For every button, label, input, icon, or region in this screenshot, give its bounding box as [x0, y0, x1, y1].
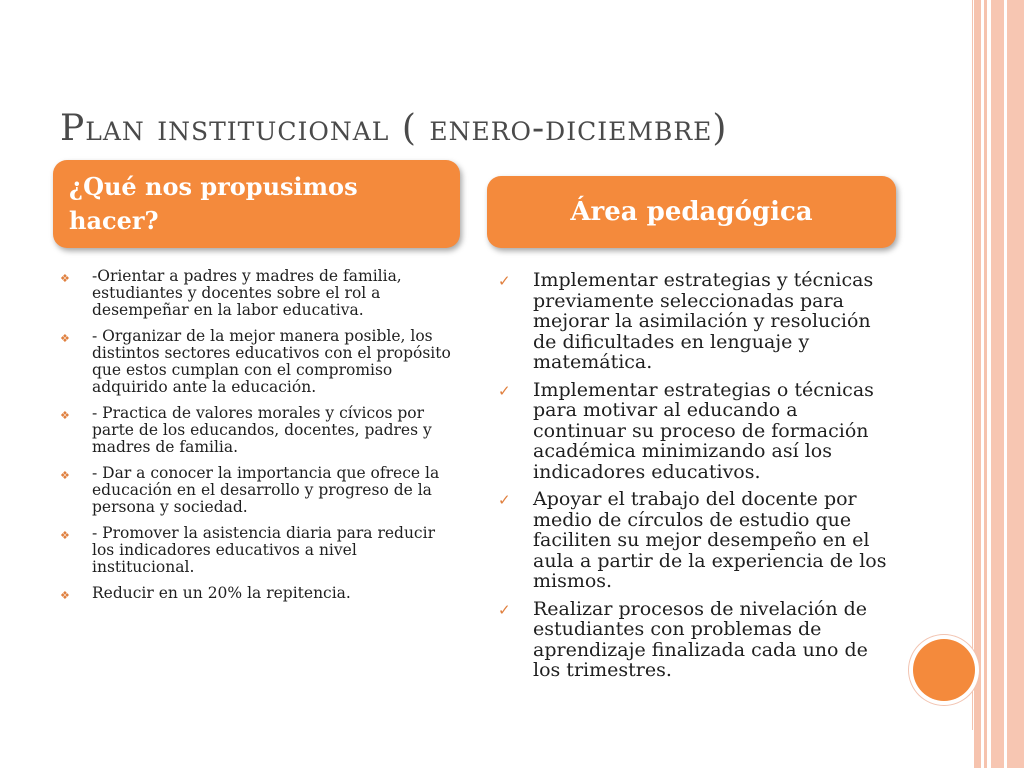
list-item-text: -Orientar a padres y madres de familia, estudiantes y docentes sobre el rol a desempeñar en la labor educativa. [92, 267, 402, 319]
left-header-box [53, 160, 460, 248]
right-header-label: Área pedagógica [570, 197, 813, 227]
decorative-circle [913, 639, 975, 701]
list-item [60, 328, 455, 396]
list-item [498, 270, 888, 373]
decorative-stripes [974, 0, 1024, 768]
list-item [498, 489, 888, 592]
list-item-text: Implementar estrategias y técnicas previamente seleccionadas para mejorar la asimilación y resolución de dificultades en lenguaje y matemática. [533, 269, 874, 373]
list-item [60, 268, 455, 319]
left-header-label: ¿Qué nos propusimos hacer? [69, 172, 358, 235]
checkmark-bullet-icon: ✓ [498, 272, 511, 290]
diamond-bullet-icon: ❖ [60, 589, 70, 602]
checkmark-bullet-icon: ✓ [498, 381, 511, 400]
list-item-text: - Practica de valores morales y cívicos por parte de los educandos, docentes, padres y madres de familia. [92, 404, 432, 456]
stripe [984, 0, 987, 768]
stripe [974, 0, 981, 768]
list-item [60, 465, 455, 516]
diamond-bullet-icon: ❖ [60, 272, 70, 285]
list-item-text: Realizar procesos de nivelación de estudiantes con problemas de aprendizaje finalizada cada uno de los trimestres. [533, 597, 868, 681]
stripe [991, 0, 1004, 768]
diamond-bullet-icon: ❖ [60, 529, 70, 542]
list-item-text: - Organizar de la mejor manera posible, los distintos sectores educativos con el propósito que estos cumplan con el compromiso adquirido ante la educación. [92, 327, 451, 396]
right-bullet-list [498, 270, 888, 688]
slide-title: Plan institucional ( enero-diciembre) [60, 108, 728, 149]
list-item [498, 599, 888, 681]
list-item [60, 405, 455, 456]
list-item [60, 585, 455, 602]
list-item [498, 380, 888, 483]
list-item-text: Reducir en un 20% la repitencia. [92, 584, 351, 602]
checkmark-bullet-icon: ✓ [498, 600, 511, 619]
list-item-text: - Dar a conocer la importancia que ofrece la educación en el desarrollo y progreso de la persona y sociedad. [92, 464, 440, 516]
right-header-box [487, 176, 896, 248]
diamond-bullet-icon: ❖ [60, 332, 70, 345]
list-item [60, 525, 455, 576]
left-bullet-list [60, 268, 455, 611]
diamond-bullet-icon: ❖ [60, 469, 70, 482]
checkmark-bullet-icon: ✓ [498, 491, 511, 509]
list-item-text: - Promover la asistencia diaria para reducir los indicadores educativos a nivel institucional. [92, 524, 435, 576]
list-item-text: Implementar estrategias o técnicas para motivar al educando a continuar su proceso de formación académica minimizando así los indicadores educativos. [533, 378, 874, 483]
stripe [1007, 0, 1024, 768]
list-item-text: Apoyar el trabajo del docente por medio de círculos de estudio que faciliten su mejor desempeño en el aula a partir de la experiencia de los mismos. [533, 488, 887, 592]
diamond-bullet-icon: ❖ [60, 409, 70, 422]
